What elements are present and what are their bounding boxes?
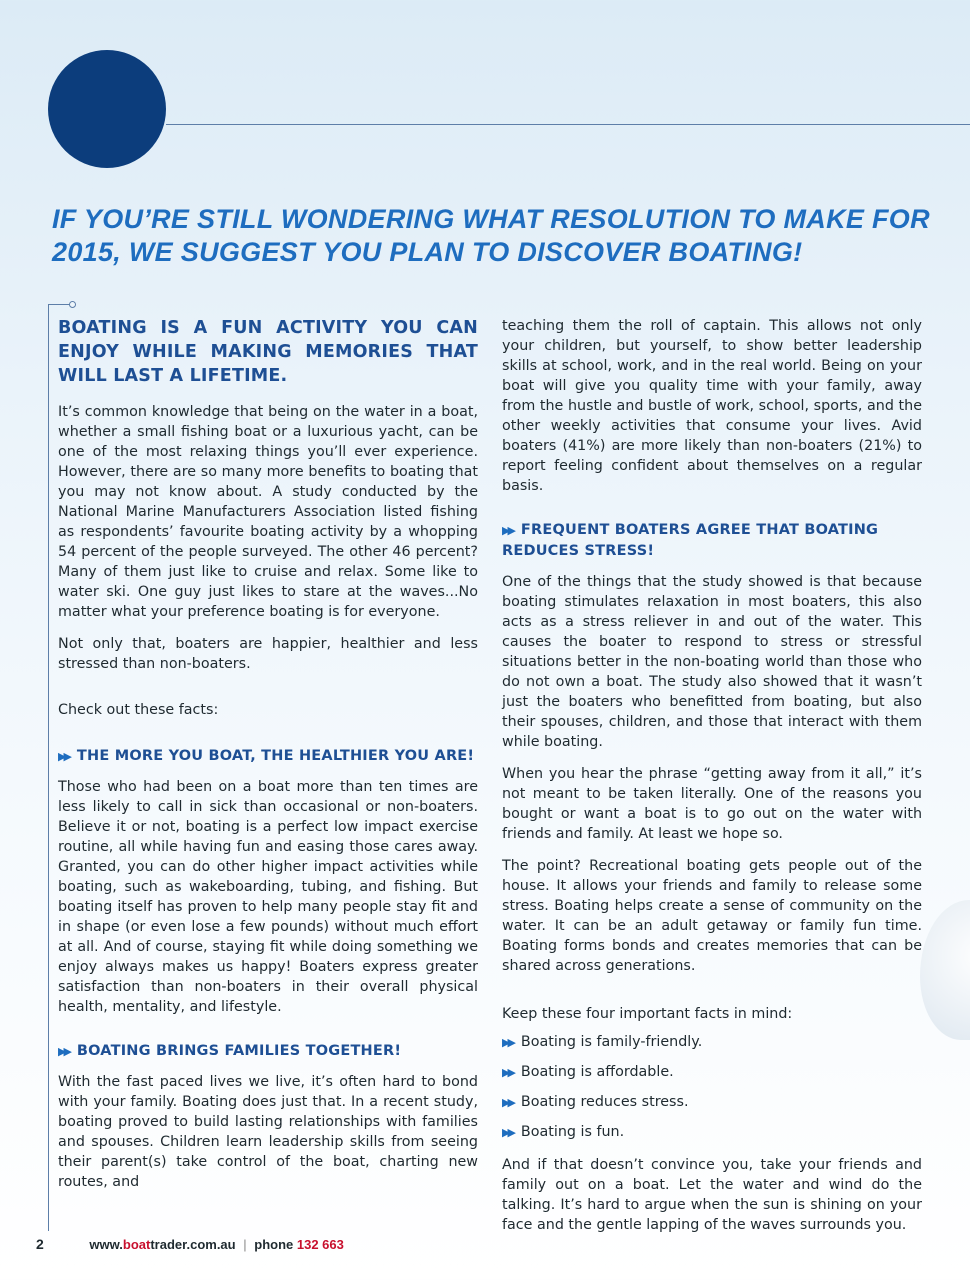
paragraph: One of the things that the study showed is that because boating stimulates relaxation in most boaters, this also acts as a stress reliever in and out of the water. This causes the boater to respond to stress or stressful situations better in the non-boating world than those who do not own a boat. The study also showed that it wasn’t just the boaters who benefitted from boating, but also their spouses, children, and those that interact with them while boating. <box>502 574 922 750</box>
list-item <box>502 1032 922 1053</box>
check-facts-lede: Check out these facts: <box>58 702 219 718</box>
double-arrow-icon: ▶▶ <box>502 524 513 537</box>
double-arrow-icon: ▶▶ <box>502 1096 513 1109</box>
header-divider <box>166 124 970 125</box>
double-arrow-icon: ▶▶ <box>58 750 69 763</box>
double-arrow-icon: ▶▶ <box>58 1045 69 1058</box>
list-item-text: Boating is family-friendly. <box>520 1034 703 1050</box>
intro-heading: BOATING IS A FUN ACTIVITY YOU CAN ENJOY WHILE MAKING MEMORIES THAT WILL LAST A LIFETIME. <box>58 318 478 386</box>
list-item-text: Boating reduces stress. <box>520 1094 689 1110</box>
double-arrow-icon: ▶▶ <box>502 1066 513 1079</box>
page-footer <box>36 1236 344 1252</box>
boat-image-edge <box>920 900 970 1040</box>
section-heading-text: THE MORE YOU BOAT, THE HEALTHIER YOU ARE! <box>76 748 475 764</box>
url-suffix: trader.com.au <box>150 1237 236 1252</box>
phone-label: phone <box>254 1237 294 1252</box>
keep-in-mind-lede: Keep these four important facts in mind: <box>502 1006 793 1022</box>
double-arrow-icon: ▶▶ <box>502 1126 513 1139</box>
page-number: 2 <box>36 1236 44 1252</box>
paragraph: The point? Recreational boating gets people out of the house. It allows your friends and family to release some stress. Boating helps create a sense of community on the water. It can be an adult getaway or family fun time. Boating forms bonds and creates memories that can be shared across generations. <box>502 858 922 974</box>
left-column <box>58 316 478 1204</box>
phone-number: 132 663 <box>296 1237 344 1252</box>
section-heading-text: FREQUENT BOATERS AGREE THAT BOATING REDUCES STRESS! <box>502 522 879 559</box>
paragraph: Those who had been on a boat more than ten times are less likely to call in sick than occasional or non-boaters. Believe it or not, boating is a perfect low impact exercise routine, all while having fun and easing those cares away. Granted, you can do other higher impact activities while boating, such as wakeboarding, tubing, and fishing. But boating itself has proven to help many people stay fit and in shape (or even lose a few pounds) without much effort at all. And of course, staying fit while doing something we enjoy always makes us happy! Boaters express greater satisfaction than non-boaters in their overall physical health, mentality, and lifestyle. <box>58 779 478 1015</box>
paragraph: It’s common knowledge that being on the water in a boat, whether a small fishing boat or a luxurious yacht, can be one of the most relaxing things you’ll ever experience. However, there are so many more benefits to boating that you may not know about. A study conducted by the National Marine Manufacturers Association listed fishing as respondents’ favourite boating activity by a whopping 54 percent of the people surveyed. The other 46 percent? Many of them just like to cruise and relax. Some like to water ski. One guy just likes to stare at the waves...No matter what your preference boating is for everyone. <box>58 404 478 620</box>
paragraph: Not only that, boaters are happier, healthier and less stressed than non-boaters. <box>58 636 478 672</box>
paragraph: And if that doesn’t convince you, take your friends and family out on a boat. Let the water and wind do the talking. It’s hard to argue when the sun is shining on your face and the gentle lapping of the waves surrounds you. <box>502 1157 922 1233</box>
paragraph: teaching them the roll of captain. This allows not only your children, but yourself, to show better leadership skills at school, work, and in the real world. Being on your boat will give you quality time with your family, away from the hustle and bustle of work, school, sports, and the other weekly activities that consume your lives. Avid boaters (41%) are more likely than non-boaters (21%) to report feeling confident about themselves on a regular basis. <box>502 318 922 494</box>
url-prefix: www. <box>89 1237 123 1252</box>
section-heading-text: BOATING BRINGS FAMILIES TOGETHER! <box>76 1043 402 1059</box>
page-headline: IF YOU’RE STILL WONDERING WHAT RESOLUTION TO MAKE FOR 2015, WE SUGGEST YOU PLAN TO DISCOVER BOATING! <box>52 204 930 267</box>
list-item-text: Boating is fun. <box>520 1124 625 1140</box>
facts-list <box>502 1032 922 1143</box>
decorative-circle-icon <box>48 50 166 168</box>
website-link[interactable] <box>89 1237 235 1252</box>
paragraph: With the fast paced lives we live, it’s often hard to bond with your family. Boating does just that. In a recent study, boating proved to build lasting relationships with families and spouses. Children learn leadership skills from seeing their parent(s) take control of the boat, charting new routes, and <box>58 1074 478 1190</box>
footer-separator: | <box>243 1237 247 1252</box>
section-heading-stress <box>502 520 922 562</box>
list-item <box>502 1092 922 1113</box>
paragraph: When you hear the phrase “getting away from it all,” it’s not meant to be taken literally. One of the reasons you bought or want a boat is to go out on the water with friends and family. At least we hope so. <box>502 766 922 842</box>
list-item <box>502 1122 922 1143</box>
section-heading-healthier <box>58 746 478 767</box>
list-item-text: Boating is affordable. <box>520 1064 674 1080</box>
right-column <box>502 316 922 1247</box>
section-heading-families <box>58 1041 478 1062</box>
double-arrow-icon: ▶▶ <box>502 1036 513 1049</box>
url-brand: boat <box>122 1237 151 1252</box>
list-item <box>502 1062 922 1083</box>
